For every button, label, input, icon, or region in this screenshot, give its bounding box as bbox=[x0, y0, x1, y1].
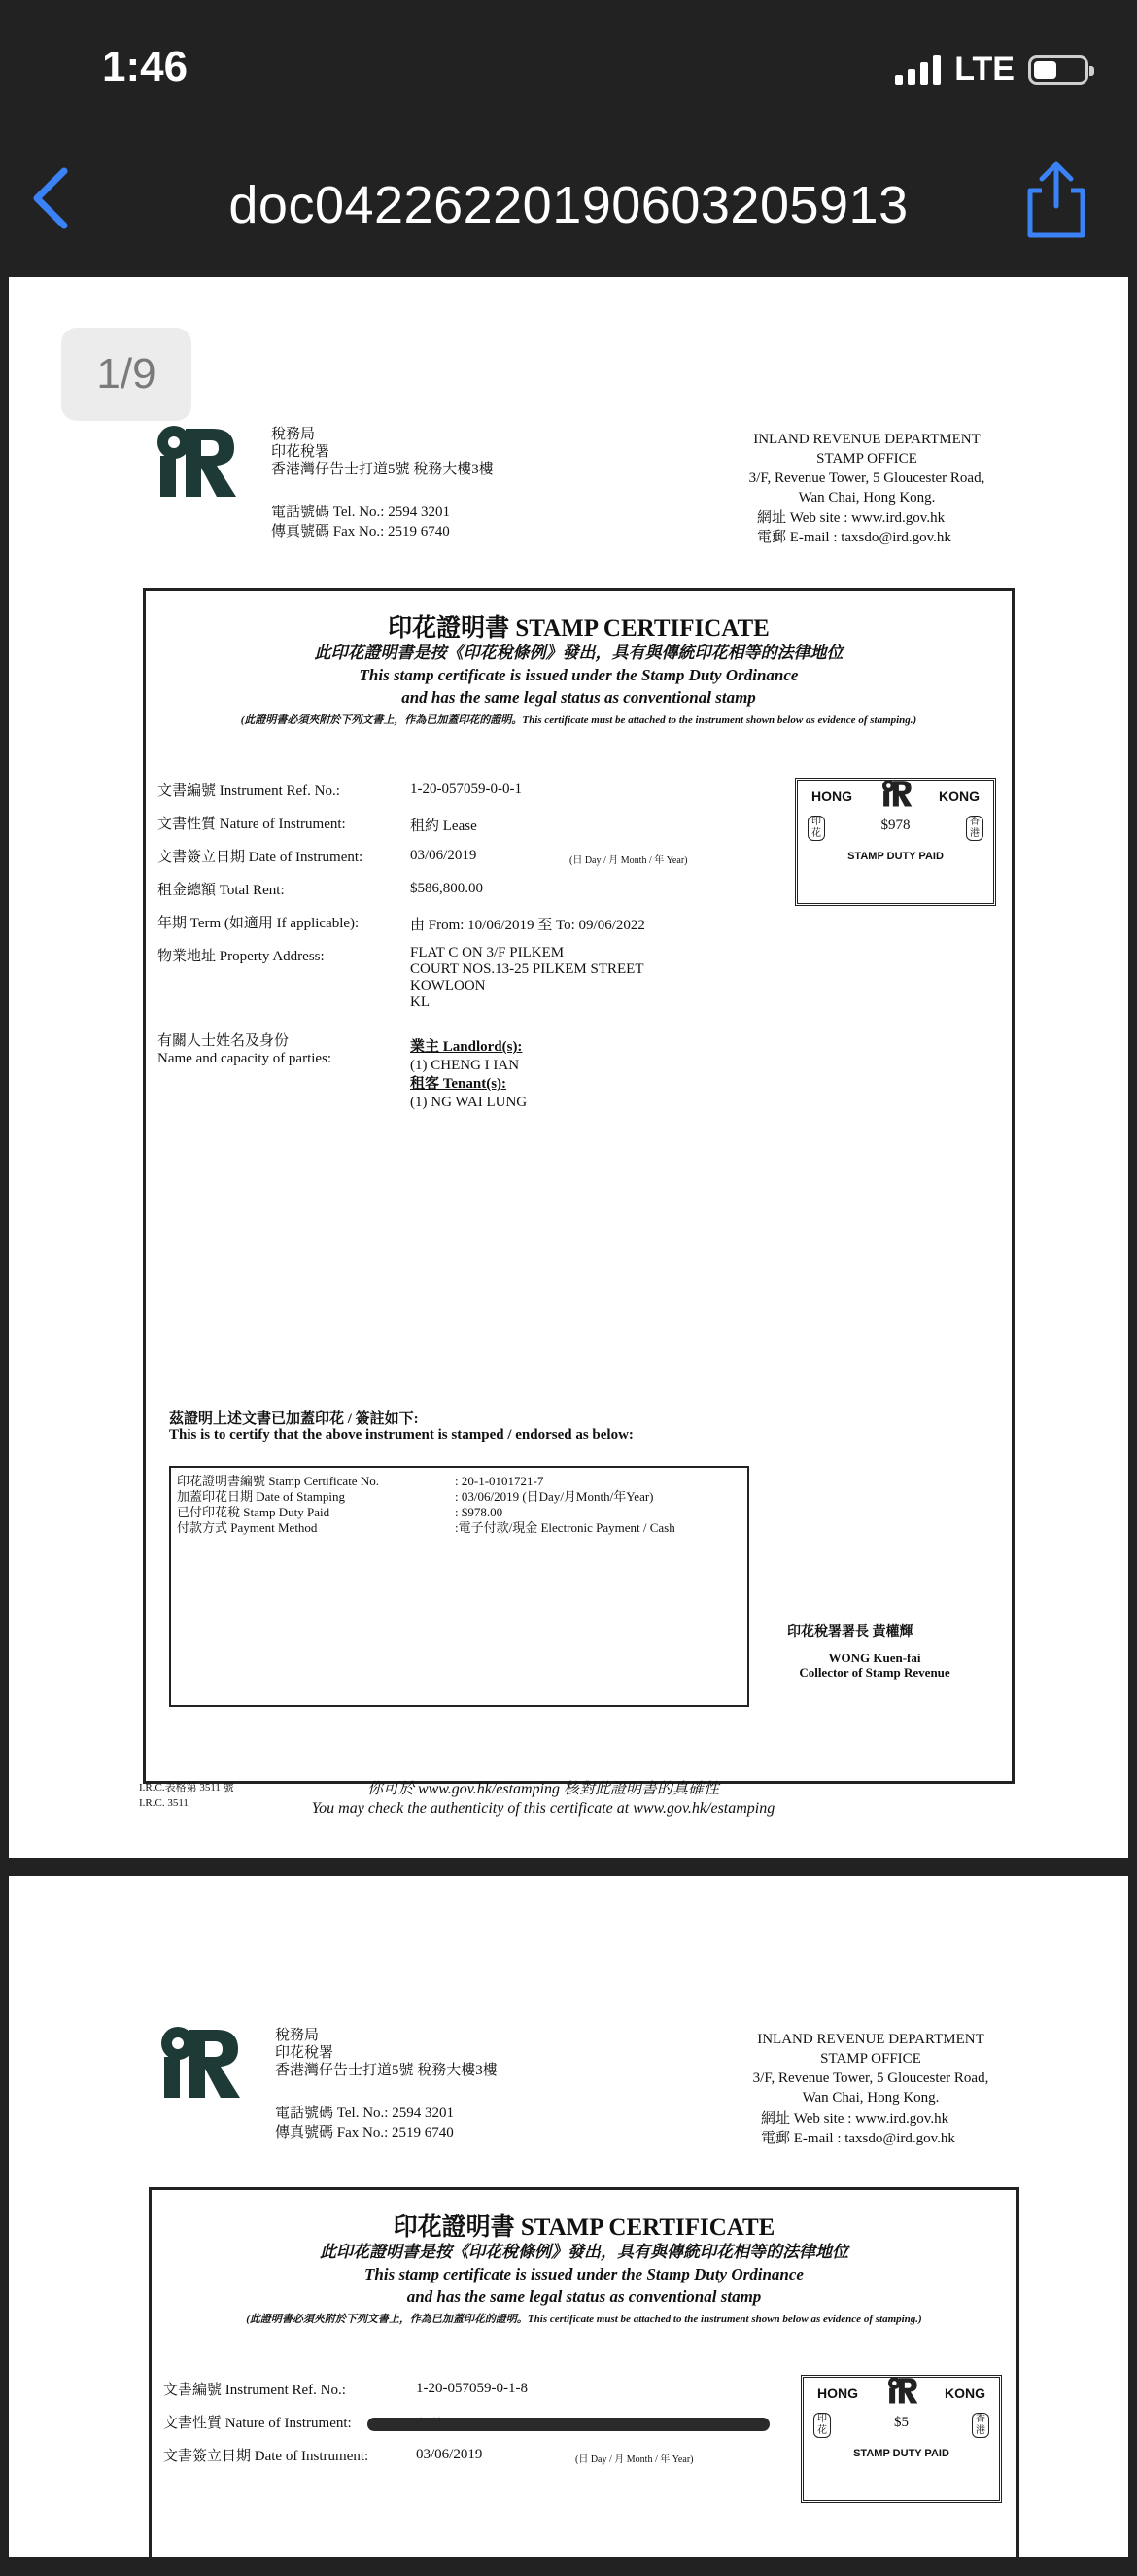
header-dept-cn: 稅務局 bbox=[271, 427, 316, 442]
document-page-2[interactable] bbox=[9, 1876, 1128, 2557]
stamp-logo bbox=[879, 779, 914, 808]
stamping-details-values bbox=[455, 1474, 675, 1536]
header-email: 電郵 E-mail : taxsdo@ird.gov.hk bbox=[757, 530, 951, 545]
network-type: LTE bbox=[954, 51, 1015, 87]
certificate-sub-cn: 此印花證明書是按《印花稅條例》發出，具有與傳統印花相等的法律地位 bbox=[320, 2243, 848, 2261]
header-english-block bbox=[740, 2030, 1002, 2107]
tenant-heading: 租客 Tenant(s): bbox=[410, 1076, 507, 1092]
cellular-signal-icon bbox=[895, 55, 941, 85]
detail-label: 已付印花稅 Stamp Duty Paid bbox=[177, 1505, 330, 1519]
nature-label: 文書性質 Nature of Instrument: bbox=[157, 817, 346, 832]
header-addr-en-1: 3/F, Revenue Tower, 5 Gloucester Road, bbox=[748, 470, 985, 486]
certificate-sub-en-1: This stamp certificate is issued under the Stamp Duty Ordinance bbox=[359, 666, 799, 684]
header-dept-en: INLAND REVENUE DEPARTMENT bbox=[757, 2032, 984, 2047]
certificate-sub-en-2: and has the same legal status as conventional stamp bbox=[401, 688, 756, 707]
detail-value: : 20-1-0101721-7 bbox=[455, 1474, 544, 1488]
collector-block bbox=[748, 1651, 1001, 1680]
header-web: 網址 Web site : www.ird.gov.hk bbox=[757, 510, 946, 526]
ird-logo bbox=[153, 423, 240, 501]
term-value: 由 From: 10/06/2019 至 To: 09/06/2022 bbox=[410, 918, 645, 933]
share-button[interactable] bbox=[1013, 156, 1100, 243]
document-title: doc04226220190603205913 bbox=[228, 176, 909, 234]
stamp-seal-left: 印花 bbox=[808, 816, 825, 841]
header-fax: 傳真號碼 Fax No.: 2519 6740 bbox=[271, 524, 450, 540]
stamp-hong: HONG bbox=[811, 788, 852, 804]
detail-value: :電子付款/現金 Electronic Payment / Cash bbox=[455, 1520, 675, 1535]
address-line: COURT NOS.13-25 PILKEM STREET bbox=[410, 961, 644, 977]
stamp-seal-right: 香港 bbox=[972, 2413, 989, 2438]
address-line: KL bbox=[410, 994, 430, 1010]
ref-label: 文書編號 Instrument Ref. No.: bbox=[163, 2383, 346, 2398]
navigation-bar bbox=[0, 136, 1137, 262]
certificate-sub-cn: 此印花證明書是按《印花稅條例》發出，具有與傳統印花相等的法律地位 bbox=[314, 644, 844, 662]
certificate-note: (此證明書必須夾附於下列文書上，作為已加蓋印花的證明。This certificate must be attached to the instrument shown below as evidence of stamping.) bbox=[240, 714, 917, 726]
stamp-paid-label: STAMP DUTY PAID bbox=[853, 2448, 949, 2459]
header-dept-cn: 稅務局 bbox=[275, 2028, 320, 2043]
date-label: 文書簽立日期 Date of Instrument: bbox=[157, 850, 363, 865]
stamp-kong: KONG bbox=[945, 2385, 985, 2401]
certificate-title: 印花證明書 STAMP CERTIFICATE bbox=[393, 2214, 775, 2241]
ref-value: 1-20-057059-0-0-1 bbox=[410, 782, 522, 797]
header-web: 網址 Web site : www.ird.gov.hk bbox=[761, 2111, 949, 2127]
header-email: 電郵 E-mail : taxsdo@ird.gov.hk bbox=[761, 2131, 955, 2146]
header-dept-en: INLAND REVENUE DEPARTMENT bbox=[753, 432, 981, 447]
nature-value: 租約 Lease bbox=[410, 818, 477, 834]
header-office-en: STAMP OFFICE bbox=[820, 2051, 921, 2067]
header-office-en: STAMP OFFICE bbox=[816, 451, 917, 467]
stamping-details-labels bbox=[177, 1474, 379, 1536]
date-value: 03/06/2019 bbox=[416, 2447, 483, 2462]
tenant-name: (1) NG WAI LUNG bbox=[410, 1095, 528, 1110]
address-line: FLAT C ON 3/F PILKEM bbox=[410, 945, 565, 960]
form-number bbox=[139, 1780, 234, 1811]
stamp-seal-right: 香港 bbox=[966, 816, 983, 841]
detail-label: 印花證明書編號 Stamp Certificate No. bbox=[177, 1474, 379, 1488]
header-addr-en-2: Wan Chai, Hong Kong. bbox=[802, 2090, 940, 2106]
status-bar bbox=[0, 0, 1137, 136]
header-english-block bbox=[736, 430, 998, 507]
stamp-duty-seal bbox=[801, 2375, 1002, 2503]
header-office-cn: 印花稅署 bbox=[275, 2045, 334, 2061]
home-indicator[interactable] bbox=[367, 2418, 770, 2431]
date-label: 文書簽立日期 Date of Instrument: bbox=[163, 2449, 369, 2464]
header-address-cn: 香港灣仔告士打道5號 稅務大樓3樓 bbox=[271, 462, 494, 477]
certificate-sub-en-1: This stamp certificate is issued under the Stamp Duty Ordinance bbox=[364, 2265, 804, 2283]
parties-value bbox=[410, 1038, 527, 1112]
detail-value: : 03/06/2019 (日Day/月Month/年Year) bbox=[455, 1489, 654, 1504]
authenticity-note-cn: 你可於 www.gov.hk/estamping 核對此證明書的真確性 bbox=[366, 1781, 720, 1797]
parties-label-cn: 有關人士姓名及身份 bbox=[157, 1033, 290, 1049]
collector-name: WONG Kuen-fai bbox=[828, 1651, 921, 1665]
landlord-heading: 業主 Landlord(s): bbox=[410, 1039, 523, 1055]
ird-logo bbox=[156, 2024, 244, 2102]
authenticity-note-en: You may check the authenticity of this certificate at www.gov.hk/estamping bbox=[311, 1800, 775, 1817]
stamp-amount: $5 bbox=[894, 2415, 909, 2430]
battery-icon bbox=[1028, 55, 1088, 85]
stamp-duty-seal bbox=[795, 778, 996, 906]
document-page-1[interactable] bbox=[9, 277, 1128, 1858]
address-value bbox=[410, 945, 644, 1011]
collector-title: Collector of Stamp Revenue bbox=[799, 1665, 950, 1680]
certify-en: This is to certify that the above instrument is stamped / endorsed as below: bbox=[169, 1427, 634, 1443]
ref-value: 1-20-057059-0-1-8 bbox=[416, 2381, 528, 2396]
rent-value: $586,800.00 bbox=[410, 881, 483, 896]
authenticity-note bbox=[252, 1780, 835, 1819]
header-fax: 傳真號碼 Fax No.: 2519 6740 bbox=[275, 2125, 454, 2141]
stamp-seal-left: 印花 bbox=[813, 2413, 831, 2438]
header-office-cn: 印花稅署 bbox=[271, 444, 330, 460]
certificate-sub-en-2: and has the same legal status as conventional stamp bbox=[406, 2287, 762, 2306]
date-hint: (日 Day / 月 Month / 年 Year) bbox=[569, 855, 688, 866]
ref-label: 文書編號 Instrument Ref. No.: bbox=[157, 783, 340, 799]
date-hint: (日 Day / 月 Month / 年 Year) bbox=[575, 2454, 694, 2465]
stamp-logo bbox=[885, 2376, 920, 2405]
stamping-details-box bbox=[169, 1466, 749, 1707]
date-value: 03/06/2019 bbox=[410, 848, 477, 863]
header-tel: 電話號碼 Tel. No.: 2594 3201 bbox=[271, 505, 450, 520]
certificate-title: 印花證明書 STAMP CERTIFICATE bbox=[388, 615, 770, 642]
form-number-cn: I.R.C.表格第 3511 號 bbox=[139, 1782, 234, 1793]
collector-cn: 印花稅署署長 黃權輝 bbox=[787, 1625, 913, 1640]
parties-label-en: Name and capacity of parties: bbox=[157, 1051, 332, 1066]
rent-label: 租金總額 Total Rent: bbox=[157, 883, 285, 898]
certify-cn: 茲證明上述文書已加蓋印花 / 簽註如下: bbox=[169, 1411, 419, 1427]
certificate-frame bbox=[149, 2187, 1019, 2576]
term-label: 年期 Term (如適用 If applicable): bbox=[157, 916, 360, 931]
stamp-amount: $978 bbox=[880, 818, 911, 833]
certificate-note: (此證明書必須夾附於下列文書上，作為已加蓋印花的證明。This certificate must be attached to the instrument shown below as evidence of stamping.) bbox=[246, 2314, 922, 2325]
share-icon bbox=[1013, 156, 1100, 243]
stamp-paid-label: STAMP DUTY PAID bbox=[847, 851, 944, 862]
header-tel: 電話號碼 Tel. No.: 2594 3201 bbox=[275, 2106, 454, 2121]
address-label: 物業地址 Property Address: bbox=[157, 949, 325, 964]
battery-level bbox=[1034, 61, 1056, 79]
header-addr-en-1: 3/F, Revenue Tower, 5 Gloucester Road, bbox=[752, 2071, 989, 2086]
stamp-hong: HONG bbox=[817, 2385, 858, 2401]
landlord-name: (1) CHENG I IAN bbox=[410, 1058, 520, 1073]
page-indicator: 1/9 bbox=[61, 328, 191, 421]
status-time: 1:46 bbox=[102, 43, 189, 90]
detail-value: : $978.00 bbox=[455, 1505, 503, 1519]
detail-label: 付款方式 Payment Method bbox=[177, 1520, 318, 1535]
stamp-kong: KONG bbox=[939, 788, 980, 804]
nature-label: 文書性質 Nature of Instrument: bbox=[163, 2416, 352, 2431]
detail-label: 加蓋印花日期 Date of Stamping bbox=[177, 1489, 345, 1504]
address-line: KOWLOON bbox=[410, 978, 486, 993]
form-number-en: I.R.C. 3511 bbox=[139, 1797, 189, 1809]
status-indicators bbox=[895, 51, 1088, 88]
parties-label bbox=[157, 1032, 331, 1067]
header-address-cn: 香港灣仔告士打道5號 稅務大樓3樓 bbox=[275, 2063, 498, 2078]
header-addr-en-2: Wan Chai, Hong Kong. bbox=[798, 490, 936, 505]
certificate-frame bbox=[143, 588, 1015, 1784]
